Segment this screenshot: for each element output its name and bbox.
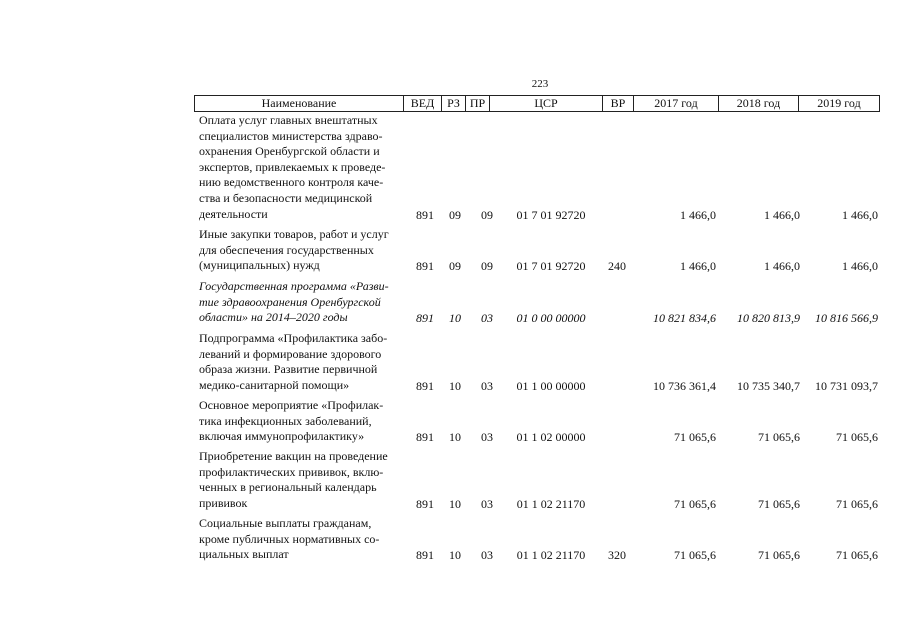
row-rz: 10 — [449, 497, 461, 512]
header-2019: 2019 год — [817, 96, 861, 110]
row-csr: 01 1 00 00000 — [516, 379, 586, 394]
row-csr: 01 1 02 21170 — [516, 548, 586, 563]
row-pr: 03 — [481, 430, 493, 445]
row-2019: 1 466,0 — [842, 259, 878, 274]
row-2019: 71 065,6 — [836, 548, 878, 563]
row-2017: 10 736 361,4 — [653, 379, 716, 394]
row-name: Приобретение вакцин на проведение профилактических прививок, вклю- ченных в региональный календарь прививок — [199, 449, 388, 510]
row-ved: 891 — [416, 208, 434, 223]
row-2018: 10 820 813,9 — [737, 311, 800, 326]
row-ved: 891 — [416, 379, 434, 394]
row-2018: 1 466,0 — [764, 259, 800, 274]
row-rz: 10 — [449, 311, 461, 326]
row-2018: 71 065,6 — [758, 497, 800, 512]
table-header — [194, 95, 880, 112]
row-2017: 1 466,0 — [680, 208, 716, 223]
row-csr: 01 7 01 92720 — [516, 259, 586, 274]
row-name: Государственная программа «Разви- тие здравоохранения Оренбургской области» на 2014–2020 годы — [199, 279, 389, 325]
row-2019: 71 065,6 — [836, 497, 878, 512]
header-rz: РЗ — [442, 96, 466, 111]
row-2017: 71 065,6 — [674, 548, 716, 563]
row-pr: 09 — [481, 208, 493, 223]
row-2018: 10 735 340,7 — [737, 379, 800, 394]
row-csr: 01 7 01 92720 — [516, 208, 586, 223]
row-ved: 891 — [416, 548, 434, 563]
row-pr: 03 — [481, 497, 493, 512]
header-vr: ВР — [603, 96, 634, 111]
table-row — [194, 398, 880, 446]
row-2017: 71 065,6 — [674, 430, 716, 445]
row-pr: 03 — [481, 379, 493, 394]
row-ved: 891 — [416, 430, 434, 445]
row-pr: 09 — [481, 259, 493, 274]
row-vr: 320 — [608, 548, 626, 563]
row-csr: 01 1 02 21170 — [516, 497, 586, 512]
table-row — [194, 113, 880, 224]
row-name: Основное мероприятие «Профилак- тика инфекционных заболеваний, включая иммунопрофилактику» — [199, 398, 384, 444]
row-name: Социальные выплаты гражданам, кроме публичных нормативных со- циальных выплат — [199, 516, 380, 562]
row-2017: 10 821 834,6 — [653, 311, 716, 326]
row-rz: 09 — [449, 208, 461, 223]
row-2018: 1 466,0 — [764, 208, 800, 223]
row-csr: 01 0 00 00000 — [516, 311, 586, 326]
row-2017: 71 065,6 — [674, 497, 716, 512]
row-pr: 03 — [481, 311, 493, 326]
row-rz: 10 — [449, 548, 461, 563]
row-ved: 891 — [416, 311, 434, 326]
row-ved: 891 — [416, 259, 434, 274]
row-2018: 71 065,6 — [758, 430, 800, 445]
row-2019: 71 065,6 — [836, 430, 878, 445]
row-2019: 10 816 566,9 — [815, 311, 878, 326]
row-vr: 240 — [608, 259, 626, 274]
row-2018: 71 065,6 — [758, 548, 800, 563]
row-pr: 03 — [481, 548, 493, 563]
row-name: Иные закупки товаров, работ и услуг для обеспечения государственных (муниципальных) нужд — [199, 227, 389, 273]
table-row — [194, 227, 880, 275]
header-name: Наименование — [195, 96, 404, 111]
header-2018: 2018 год — [719, 96, 799, 111]
header-pr: ПР — [466, 96, 490, 111]
table-row — [194, 331, 880, 395]
table-row — [194, 449, 880, 513]
row-name: Оплата услуг главных внештатных специалистов министерства здраво- охранения Оренбургской области и экспертов, привлекаемых к проведе- нию ведомственного контроля каче- ства и безопасности медицинской деятельности — [199, 113, 386, 221]
row-rz: 10 — [449, 430, 461, 445]
row-rz: 09 — [449, 259, 461, 274]
row-rz: 10 — [449, 379, 461, 394]
row-2017: 1 466,0 — [680, 259, 716, 274]
header-2017: 2017 год — [634, 96, 719, 111]
row-name: Подпрограмма «Профилактика забо- леваний и формирование здорового образа жизни. Развитие первичной медико-санитарной помощи» — [199, 331, 388, 392]
header-ved: ВЕД — [404, 96, 442, 111]
page-number: 223 — [531, 78, 549, 90]
table-row — [194, 279, 880, 327]
row-2019: 1 466,0 — [842, 208, 878, 223]
row-ved: 891 — [416, 497, 434, 512]
table-row — [194, 516, 880, 564]
header-csr: ЦСР — [490, 96, 603, 111]
row-csr: 01 1 02 00000 — [516, 430, 586, 445]
row-2019: 10 731 093,7 — [815, 379, 878, 394]
